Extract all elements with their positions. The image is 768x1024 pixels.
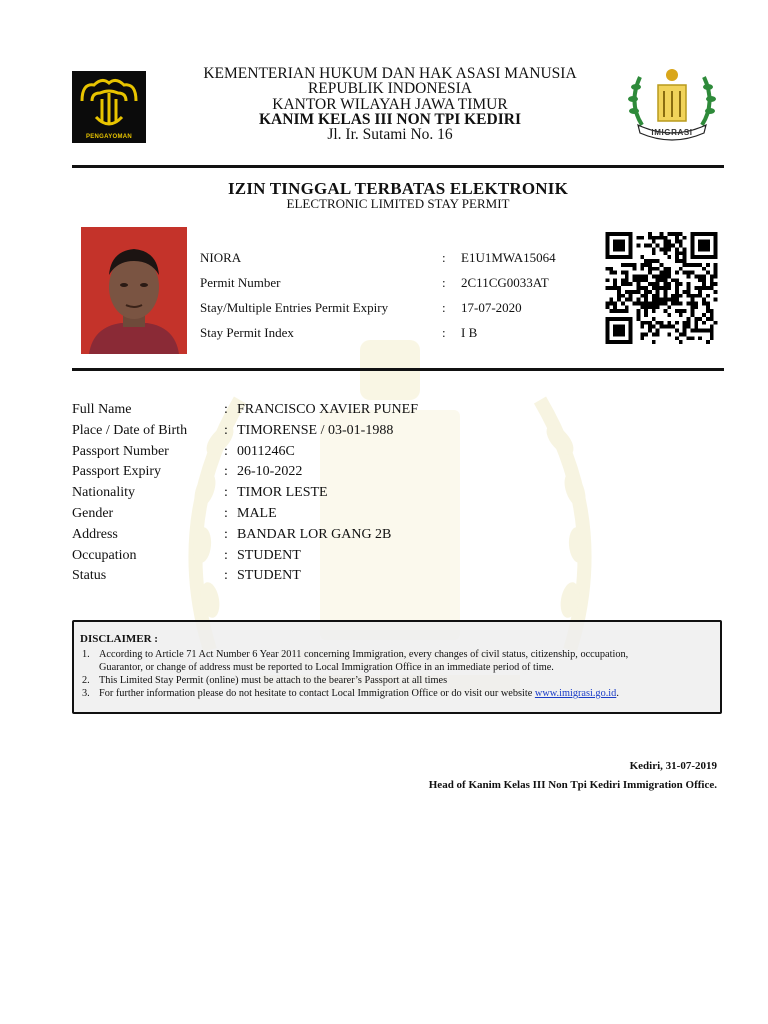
personal-row-label: Full Name <box>72 402 132 417</box>
pengayoman-logo <box>72 71 146 143</box>
personal-row-value: STUDENT <box>237 568 301 584</box>
personal-row-colon: : <box>224 568 228 584</box>
permit-divider <box>72 368 724 371</box>
header-divider <box>72 165 724 168</box>
signature-place-date: Kediri, 31-07-2019 <box>629 760 717 772</box>
personal-row-label: Place / Date of Birth <box>72 422 188 438</box>
permit-row-colon: : <box>442 325 446 340</box>
office-address: Jl. Ir. Sutami No. 16 <box>327 126 453 143</box>
document-title: IZIN TINGGAL TERBATAS ELEKTRONIK <box>227 179 569 198</box>
personal-row-label: Nationality <box>72 485 135 501</box>
qr-code <box>603 232 720 344</box>
disclaimer-item-3-number: 3. <box>82 688 90 699</box>
personal-row-label: Passport Expiry <box>72 464 162 480</box>
personal-row-value: 0011246C <box>237 443 295 459</box>
disclaimer-box <box>72 620 722 714</box>
disclaimer-item-1-line1: According to Article 71 Act Number 6 Year 2011 concerning Immigration, every changes of civil status, citizenship, occupation, <box>99 649 629 660</box>
personal-row-value: 26-10-2022 <box>237 464 303 480</box>
disclaimer-item-2-number: 2. <box>82 675 90 686</box>
personal-row-colon: : <box>224 526 228 542</box>
right-logo-label: IMIGRASI <box>651 128 693 137</box>
permit-row-colon: : <box>442 275 446 290</box>
disclaimer-item-3-text: For further information please do not hesitate to contact Local Immigration Office or do visit our website <box>99 688 535 699</box>
personal-row-value: BANDAR LOR GANG 2B <box>237 526 392 542</box>
disclaimer-item-2-line1: This Limited Stay Permit (online) must be attach to the bearer’s Passport at all times <box>99 675 448 686</box>
ministry-name: KEMENTERIAN HUKUM DAN HAK ASASI MANUSIA <box>203 65 577 82</box>
country-name: REPUBLIK INDONESIA <box>307 80 473 97</box>
personal-row-colon: : <box>224 547 228 563</box>
personal-row-colon: : <box>224 402 228 417</box>
personal-row-value: FRANCISCO XAVIER PUNEF <box>237 402 419 417</box>
permit-row-label: Permit Number <box>200 275 281 290</box>
personal-row-colon: : <box>224 485 228 501</box>
disclaimer-item-3-line1 <box>99 688 619 699</box>
disclaimer-item-3-end: . <box>616 688 619 699</box>
permit-row-value: E1U1MWA15064 <box>461 250 556 265</box>
disclaimer-item-1-number: 1. <box>82 649 90 660</box>
regional-office: KANTOR WILAYAH JAWA TIMUR <box>272 96 508 113</box>
personal-row-colon: : <box>224 464 228 480</box>
immigration-office: KANIM KELAS III NON TPI KEDIRI <box>259 111 521 128</box>
permit-row-value: 17-07-2020 <box>461 300 522 315</box>
personal-row-colon: : <box>224 422 228 438</box>
personal-row-value: TIMORENSE / 03-01-1988 <box>237 422 394 438</box>
document-subtitle: ELECTRONIC LIMITED STAY PERMIT <box>286 196 510 211</box>
disclaimer-title: DISCLAIMER : <box>80 633 158 645</box>
permit-row-colon: : <box>442 250 446 265</box>
permit-row-colon: : <box>442 300 446 315</box>
pengayoman-tree-icon <box>72 71 146 131</box>
personal-row-value: MALE <box>237 506 277 521</box>
personal-row-label: Status <box>72 568 107 584</box>
personal-row-value: TIMOR LESTE <box>237 485 328 501</box>
permit-row-value: I B <box>461 325 478 340</box>
personal-row-label: Gender <box>72 506 114 521</box>
personal-row-label: Passport Number <box>72 443 169 459</box>
permit-row-value: 2C11CG0033AT <box>461 275 549 290</box>
personal-row-label: Address <box>72 526 118 542</box>
permit-row-label: Stay Permit Index <box>200 325 294 340</box>
personal-row-colon: : <box>224 443 228 459</box>
signature-office: Head of Kanim Kelas III Non Tpi Kediri Immigration Office. <box>428 779 717 791</box>
imigrasi-website-link[interactable]: www.imigrasi.go.id <box>534 688 617 699</box>
personal-row-colon: : <box>224 506 228 521</box>
holder-portrait-icon <box>81 227 187 354</box>
permit-row-label: NIORA <box>200 250 242 265</box>
personal-row-value: STUDENT <box>237 547 301 563</box>
left-logo-label: PENGAYOMAN <box>85 134 133 140</box>
permit-row-label: Stay/Multiple Entries Permit Expiry <box>200 300 389 315</box>
disclaimer-item-1-line2: Guarantor, or change of address must be reported to Local Immigration Office in an immediate period of time. <box>99 662 554 673</box>
personal-row-label: Occupation <box>72 547 137 563</box>
holder-photo <box>81 227 187 354</box>
